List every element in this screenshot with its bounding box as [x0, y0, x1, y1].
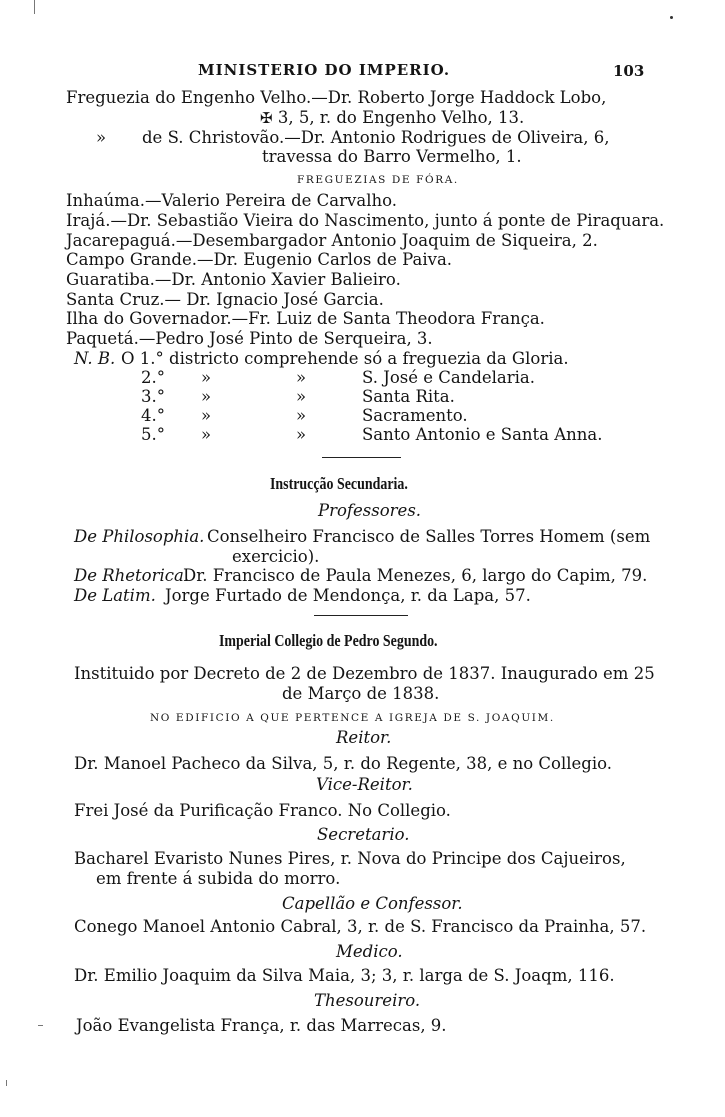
subheading-medico: Medico.	[336, 942, 403, 961]
text-thesoureiro: João Evangelista França, r. das Marrecas, 9.	[76, 1016, 447, 1035]
text-instituido-cont: de Março de 1838.	[282, 684, 440, 703]
district-place: Santo Antonio e Santa Anna.	[362, 425, 603, 444]
ditto-mark: »	[96, 128, 107, 147]
section-heading-collegio: Imperial Collegio de Pedro Segundo.	[219, 631, 438, 650]
text-latim: Jorge Furtado de Mendonça, r. da Lapa, 57.	[165, 586, 531, 605]
label-latim: De Latim.	[74, 586, 156, 605]
ditto-mark: »	[296, 368, 307, 387]
entry-engenho-velho-address: 3, 5, r. do Engenho Velho, 13.	[277, 108, 525, 127]
entry-jacarepagua: Jacarepaguá.—Desembargador Antonio Joaquim de Siqueira, 2.	[66, 231, 598, 250]
section-divider	[322, 457, 401, 458]
running-title: MINISTERIO DO IMPERIO.	[198, 61, 451, 79]
district-place: S. José e Candelaria.	[362, 368, 536, 387]
subheading-reitor: Reitor.	[336, 728, 392, 747]
text-secretario-cont: em frente á subida do morro.	[96, 869, 341, 888]
section-divider	[314, 615, 408, 616]
ditto-mark: »	[201, 368, 212, 387]
subheading-thesoureiro: Thesoureiro.	[314, 991, 421, 1010]
ditto-mark: »	[201, 406, 212, 425]
scan-mark-bottom	[6, 1080, 7, 1086]
ditto-mark: »	[201, 387, 212, 406]
entry-paqueta: Paquetá.—Pedro José Pinto de Serqueira, 3.	[66, 329, 433, 348]
entry-engenho-velho: Freguezia do Engenho Velho.—Dr. Roberto Jorge Haddock Lobo,	[66, 88, 607, 107]
entry-iraja: Irajá.—Dr. Sebastião Vieira do Nascimento, junto á ponte de Piraquara.	[66, 211, 665, 230]
text-capellao: Conego Manoel Antonio Cabral, 3, r. de S. Francisco da Prainha, 57.	[74, 917, 647, 936]
scan-mark-top-left	[34, 0, 35, 14]
ditto-mark: »	[201, 425, 212, 444]
ditto-mark: »	[296, 406, 307, 425]
entry-campo-grande: Campo Grande.—Dr. Eugenio Carlos de Paiva.	[66, 250, 453, 269]
nb-label: N. B.	[74, 349, 116, 368]
district-num: 3.°	[141, 387, 165, 406]
entry-engenho-velho-cont	[260, 108, 524, 128]
scan-dot-right	[670, 16, 673, 19]
label-philosophia: De Philosophia.	[74, 527, 205, 546]
subheading-professores: Professores.	[318, 501, 422, 520]
district-place: Santa Rita.	[362, 387, 455, 406]
text-rhetorica: Dr. Francisco de Paula Menezes, 6, largo do Capim, 79.	[183, 566, 648, 585]
subheading-secretario: Secretario.	[317, 825, 410, 844]
text-medico: Dr. Emilio Joaquim da Silva Maia, 3; 3, r. larga de S. Joaqm, 116.	[74, 966, 615, 985]
subheading-capellao: Capellão e Confessor.	[282, 894, 463, 913]
subheading-vice-reitor: Vice-Reitor.	[316, 775, 413, 794]
entry-sao-christovao-cont: travessa do Barro Vermelho, 1.	[262, 147, 522, 166]
text-secretario: Bacharel Evaristo Nunes Pires, r. Nova do Principe dos Cajueiros,	[74, 849, 626, 868]
text-vice-reitor: Frei José da Purificação Franco. No Collegio.	[74, 801, 451, 820]
district-place: Sacramento.	[362, 406, 468, 425]
page-number: 103	[613, 62, 645, 80]
ditto-mark: »	[296, 387, 307, 406]
cross-decoration-icon: ✠	[260, 109, 273, 127]
entry-sao-christovao: de S. Christovão.—Dr. Antonio Rodrigues de Oliveira, 6,	[142, 128, 610, 147]
section-heading-instruccao: Instrucção Secundaria.	[270, 474, 408, 493]
fora-heading: FREGUEZIAS DE FÓRA.	[297, 174, 459, 186]
entry-inhauma: Inhaúma.—Valerio Pereira de Carvalho.	[66, 191, 397, 210]
nb-first-district: O 1.° districto comprehende só a freguezia da Gloria.	[121, 349, 569, 368]
entry-ilha-governador: Ilha do Governador.—Fr. Luiz de Santa Theodora França.	[66, 309, 545, 328]
text-instituido: Instituido por Decreto de 2 de Dezembro de 1837. Inaugurado em 25	[74, 664, 655, 683]
text-reitor: Dr. Manoel Pacheco da Silva, 5, r. do Regente, 38, e no Collegio.	[74, 754, 612, 773]
text-philosophia: Conselheiro Francisco de Salles Torres Homem (sem	[207, 527, 651, 546]
entry-guaratiba: Guaratiba.—Dr. Antonio Xavier Balieiro.	[66, 270, 401, 289]
district-num: 4.°	[141, 406, 165, 425]
district-num: 5.°	[141, 425, 165, 444]
entry-santa-cruz: Santa Cruz.— Dr. Ignacio José Garcia.	[66, 290, 384, 309]
scan-mark-left	[38, 1025, 43, 1026]
district-num: 2.°	[141, 368, 165, 387]
label-rhetorica: De Rhetorica.	[74, 566, 190, 585]
ditto-mark: »	[296, 425, 307, 444]
edificio-note: NO EDIFICIO A QUE PERTENCE A IGREJA DE S. JOAQUIM.	[150, 712, 555, 724]
text-philosophia-cont: exercicio).	[232, 547, 320, 566]
